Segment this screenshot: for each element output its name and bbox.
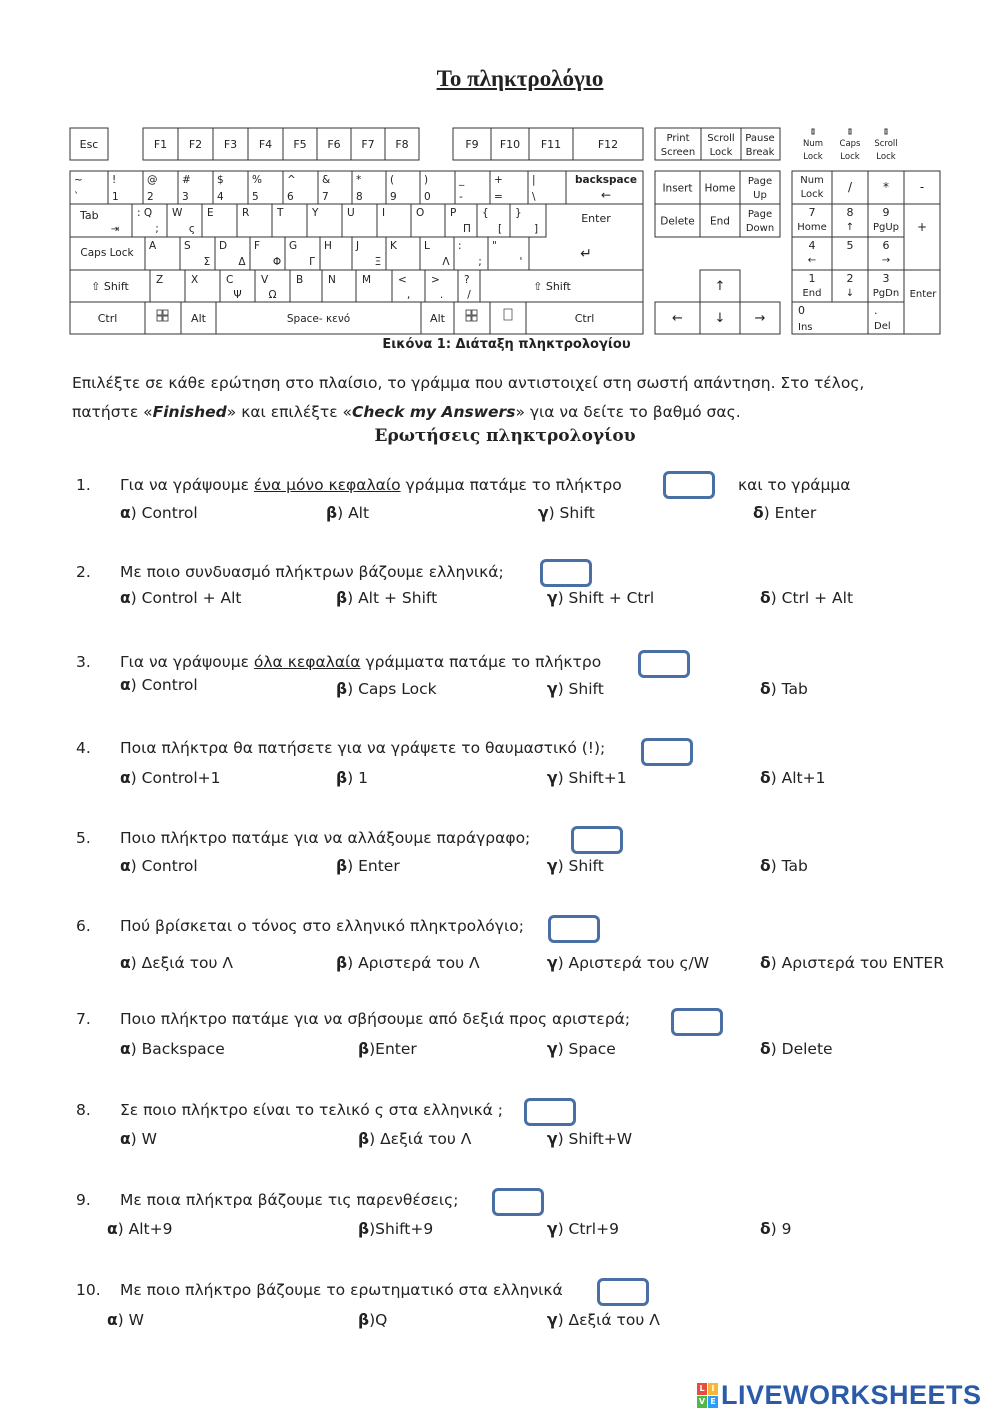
key-np-1-0-top: Num xyxy=(800,175,824,186)
key-nav-1-1-label: End xyxy=(710,215,730,228)
logo-tile-3: V xyxy=(698,1396,706,1406)
key-a-top-4: G xyxy=(289,240,298,252)
key-a-top-9: : xyxy=(458,240,462,252)
key-a-bot-1: Σ xyxy=(203,256,211,268)
key-space-label: Space- κενό xyxy=(286,313,351,325)
answer-box-8[interactable] xyxy=(524,1098,576,1126)
key-a-top-8: L xyxy=(424,240,430,252)
key-num-8-top: * xyxy=(356,174,362,186)
q5-option-c: γ) Shift xyxy=(547,857,604,875)
keyboard-diagram xyxy=(0,0,1000,340)
q4-option-d: δ) Alt+1 xyxy=(760,769,826,787)
key-a-top-3: F xyxy=(254,240,261,252)
key-a-bot-4: Γ xyxy=(309,256,315,268)
key-num-8-bottom: 8 xyxy=(356,191,363,203)
key-enter-arrow: ↵ xyxy=(580,246,592,262)
key-capslock-label: Caps Lock xyxy=(80,247,134,259)
key-q-top-4: T xyxy=(277,207,284,219)
key-z-4 xyxy=(290,270,322,302)
key-q-bot-11: ] xyxy=(533,223,539,235)
q1-option-d: δ) Enter xyxy=(753,504,817,522)
q1-option-c: γ) Shift xyxy=(538,504,595,522)
instructions xyxy=(72,369,952,427)
key-print-label: Print xyxy=(666,133,690,144)
finished-label: Finished xyxy=(152,403,227,421)
key-num-5-bottom: 5 xyxy=(252,191,259,203)
q2-option-b: β) Alt + Shift xyxy=(336,589,438,607)
key-np-plus xyxy=(904,204,940,270)
key-z-top-9: ? xyxy=(464,274,470,286)
key-num-1-bottom: 1 xyxy=(112,191,119,203)
indicator-light-2 xyxy=(885,129,887,134)
liveworksheets-logo xyxy=(697,1380,982,1410)
key-num-0-bottom: ` xyxy=(74,191,80,203)
key-num-9-top: ( xyxy=(390,174,395,186)
key-a-top-7: K xyxy=(390,240,397,252)
key-z-bot-8: . xyxy=(439,289,444,301)
q6-option-c: γ) Αριστερά του ς/W xyxy=(547,954,710,972)
q3-option-c: γ) Shift xyxy=(547,680,604,698)
q9-option-a: α) Alt+9 xyxy=(107,1220,173,1238)
q1-option-b: β) Alt xyxy=(326,504,370,522)
key-a-top-0: A xyxy=(149,240,157,252)
key-q-top-8: O xyxy=(416,207,425,219)
light-label-b-1: Lock xyxy=(840,152,860,162)
key-np-plus-label: + xyxy=(916,220,928,234)
key-q-top-6: U xyxy=(347,207,355,219)
q9-option-c: γ) Ctrl+9 xyxy=(547,1220,619,1238)
key-num-10-top: ) xyxy=(424,174,429,186)
key-a-top-1: S xyxy=(184,240,191,252)
q8-option-a: α) W xyxy=(120,1130,157,1148)
key-z-top-6: M xyxy=(362,274,372,286)
answer-box-7[interactable] xyxy=(671,1008,723,1036)
answer-box-5[interactable] xyxy=(571,826,623,854)
q6-option-b: β) Αριστερά του Λ xyxy=(336,954,480,972)
q7-option-a: α) Backspace xyxy=(120,1040,225,1058)
key-nav-1-2-bot: Down xyxy=(745,223,775,234)
indicator-light-1 xyxy=(849,129,851,134)
q10-option-a: α) W xyxy=(107,1311,144,1329)
key-num-2-top: @ xyxy=(147,174,158,186)
key-num-10-bottom: 0 xyxy=(424,191,431,203)
key-q-bot-0: ; xyxy=(155,223,159,235)
key-a-top-6: J xyxy=(356,240,360,252)
key-q-top-3: R xyxy=(242,207,250,219)
key-q-top-2: E xyxy=(207,207,214,219)
key-np-zero-top: 0 xyxy=(798,304,805,317)
key-a-top-10: " xyxy=(492,240,497,252)
key-q-top-11: } xyxy=(515,207,522,219)
q4-option-b: β) 1 xyxy=(336,769,368,787)
logo-tile-1: L xyxy=(697,1383,707,1395)
key-num-7-bottom: 7 xyxy=(322,191,329,203)
page-title: Το πληκτρολόγιο xyxy=(436,66,604,91)
key-q-top-9: P xyxy=(450,207,457,219)
logo-tile-2: I xyxy=(708,1383,718,1395)
key-np-3-2-top: 6 xyxy=(882,239,890,252)
key-f9-label: F9 xyxy=(465,138,479,151)
q5-option-b: β) Enter xyxy=(336,857,400,875)
key-ctrl-right-label: Ctrl xyxy=(574,312,595,325)
key-np-4-0-top: 1 xyxy=(808,272,816,285)
key-num-12-bottom: = xyxy=(494,191,503,203)
key-z-bot-2: Ψ xyxy=(233,289,242,301)
key-z-bot-9: / xyxy=(467,289,471,301)
key-np-2-1-top: 8 xyxy=(846,206,854,219)
key-pause-label-2: Break xyxy=(745,147,775,158)
key-np-4-1-bot: ↓ xyxy=(845,288,855,299)
key-f2-label: F2 xyxy=(188,138,203,151)
key-tab-arrow: ⇥ xyxy=(110,224,120,235)
figure-caption: Εικόνα 1: Διάταξη πληκτρολογίου xyxy=(382,337,631,352)
key-num-2-bottom: 2 xyxy=(147,191,154,203)
q4-option-c: γ) Shift+1 xyxy=(547,769,627,787)
key-nav-1-0-label: Delete xyxy=(660,215,695,228)
key-num-6-bottom: 6 xyxy=(287,191,294,203)
key-ctrl-left-label: Ctrl xyxy=(97,312,118,325)
key-a-bot-8: Λ xyxy=(442,256,450,268)
q5-option-d: δ) Tab xyxy=(760,857,808,875)
key-np-dot-bot: Del xyxy=(874,321,891,332)
key-num-4-top: $ xyxy=(217,174,224,186)
key-num-13-bottom: \ xyxy=(532,191,536,203)
key-esc-label: Esc xyxy=(79,138,99,151)
logo-text: LIVEWORKSHEETS xyxy=(721,1379,982,1410)
logo-tiles xyxy=(697,1383,718,1408)
key-f11-label: F11 xyxy=(540,138,562,151)
key-shift-left-label: ⇧ Shift xyxy=(91,280,129,293)
key-np-4-0-bot: End xyxy=(802,288,822,299)
key-z-top-3: V xyxy=(261,274,269,286)
key-num-3-bottom: 3 xyxy=(182,191,189,203)
key-f10-label: F10 xyxy=(499,138,521,151)
key-scroll-label: Scroll xyxy=(707,133,735,144)
key-np-1-0-bot: Lock xyxy=(800,189,824,200)
key-backspace-label: backspace xyxy=(574,174,638,186)
key-z-top-7: < xyxy=(398,274,407,286)
key-num-0-top: ~ xyxy=(74,174,83,186)
q3-option-b: β) Caps Lock xyxy=(336,680,437,698)
answer-box-4[interactable] xyxy=(641,738,693,766)
key-a-bot-2: Δ xyxy=(238,256,246,268)
key-np-zero-bot: Ins xyxy=(798,322,813,333)
key-a-bot-6: Ξ xyxy=(374,256,382,268)
key-np-4-2-top: 3 xyxy=(882,272,890,285)
key-num-11-bottom: - xyxy=(459,191,463,203)
key-np-1-2-label: * xyxy=(883,180,889,194)
key-f6-label: F6 xyxy=(327,138,341,151)
key-arrow-up-label: ↑ xyxy=(714,279,726,294)
key-num-3-top: # xyxy=(182,174,191,186)
key-f1-label: F1 xyxy=(153,138,168,151)
q1-option-a: α) Control xyxy=(120,504,198,522)
key-f12-label: F12 xyxy=(597,138,619,151)
key-alt-left-label: Alt xyxy=(191,312,206,325)
key-np-2-2-bot: PgUp xyxy=(872,222,900,233)
key-nav-0-1-label: Home xyxy=(704,182,736,195)
key-pause-label: Pause xyxy=(745,133,775,144)
key-q-top-1: W xyxy=(172,207,183,219)
key-z-bot-7: , xyxy=(406,289,411,301)
key-num-4-bottom: 4 xyxy=(217,191,224,203)
q7-option-b: β)Enter xyxy=(358,1040,417,1058)
key-nav-0-2-top: Page xyxy=(747,176,773,187)
light-label-b-2: Lock xyxy=(876,152,896,162)
key-np-2-2-top: 9 xyxy=(882,206,890,219)
key-num-11-top: _ xyxy=(459,174,465,186)
key-a-top-2: D xyxy=(219,240,228,252)
instructions-line-1: Επιλέξτε σε κάθε ερώτηση στο πλαίσιο, το γράμμα που αντιστοιχεί στη σωστή απάντηση. Στο τέλος, xyxy=(72,374,865,392)
answer-box-9[interactable] xyxy=(492,1188,544,1216)
key-np-dot-top: . xyxy=(874,304,878,317)
key-z-top-4: B xyxy=(296,274,304,286)
key-num-6-top: ^ xyxy=(287,174,296,186)
q10-option-c: γ) Δεξιά του Λ xyxy=(547,1311,660,1329)
key-nav-1-2-top: Page xyxy=(747,209,773,220)
key-np-2-0-top: 7 xyxy=(808,206,816,219)
key-np-3-0-bot: ← xyxy=(807,255,817,266)
key-q-bot-1: ς xyxy=(188,223,196,235)
key-print-label-2: Screen xyxy=(660,147,696,158)
answer-box-1[interactable] xyxy=(663,471,715,499)
key-a-bot-3: Φ xyxy=(272,256,282,268)
key-arrow-right-label: → xyxy=(754,311,766,326)
key-np-3-0-top: 4 xyxy=(808,239,816,252)
key-num-13-top: | xyxy=(532,174,536,186)
key-f7-label: F7 xyxy=(361,138,375,151)
q2-option-a: α) Control + Alt xyxy=(120,589,242,607)
key-shift-right-label: ⇧ Shift xyxy=(533,280,571,293)
key-f5-label: F5 xyxy=(293,138,307,151)
key-backspace-arrow: ← xyxy=(600,188,612,202)
instructions-line-2: πατήστε «Finished» και επιλέξτε «Check my Answers» για να δείτε το βαθμό σας. xyxy=(72,403,741,421)
key-arrow-left-label: ← xyxy=(672,311,683,326)
key-np-2-0-bot: Home xyxy=(797,222,827,233)
key-z-top-2: C xyxy=(226,274,234,286)
key-np-4-1-top: 2 xyxy=(846,272,854,285)
key-q-bot-9: Π xyxy=(463,223,471,235)
key-scroll-label-2: Lock xyxy=(709,147,733,158)
key-z-top-5: N xyxy=(328,274,336,286)
indicator-light-0 xyxy=(812,129,814,134)
answer-box-2[interactable] xyxy=(540,559,592,587)
key-np-1-1-label: / xyxy=(847,180,853,194)
q3-option-d: δ) Tab xyxy=(760,680,808,698)
key-q-top-0: : Q xyxy=(137,207,153,219)
key-np-3-2-bot: → xyxy=(881,255,891,266)
q9-option-d: δ) 9 xyxy=(760,1220,792,1238)
q3-option-a: α) Control xyxy=(120,676,198,694)
check-answers-label: Check my Answers xyxy=(352,403,516,421)
key-enter-label: Enter xyxy=(581,212,611,225)
key-a-top-5: H xyxy=(324,240,332,252)
key-a-bot-10: ' xyxy=(519,256,523,268)
q8-option-b: β) Δεξιά του Λ xyxy=(358,1130,472,1148)
q5-option-a: α) Control xyxy=(120,857,198,875)
key-z-top-0: Z xyxy=(156,274,164,286)
answer-box-6[interactable] xyxy=(548,915,600,943)
key-f8-label: F8 xyxy=(395,138,409,151)
q4-option-a: α) Control+1 xyxy=(120,769,221,787)
key-q-top-10: { xyxy=(482,207,489,219)
q9-option-b: β)Shift+9 xyxy=(358,1220,434,1238)
key-np-2-1-bot: ↑ xyxy=(845,222,855,233)
key-np-enter xyxy=(904,270,940,334)
key-tab-label: Tab xyxy=(80,209,99,222)
answer-box-10[interactable] xyxy=(597,1278,649,1306)
questions-title: Ερωτήσεις πληκτρολογίου xyxy=(374,426,636,446)
key-num-5-top: % xyxy=(252,174,262,186)
light-label-0: Num xyxy=(802,139,824,149)
logo-tile-4: E xyxy=(708,1396,718,1408)
key-z-top-1: X xyxy=(191,274,199,286)
key-a-bot-9: ; xyxy=(478,256,482,268)
key-np-4-2-bot: PgDn xyxy=(872,288,900,299)
key-f4-label: F4 xyxy=(258,138,273,151)
key-arrow-down-label: ↓ xyxy=(714,311,726,326)
key-f3-label: F3 xyxy=(223,138,238,151)
q8-option-c: γ) Shift+W xyxy=(547,1130,633,1148)
light-label-b-0: Lock xyxy=(803,152,823,162)
key-nav-0-0-label: Insert xyxy=(662,182,693,195)
key-alt-right-label: Alt xyxy=(430,312,445,325)
key-nav-0-2-bot: Up xyxy=(753,190,767,201)
q6-option-d: δ) Αριστερά του ENTER xyxy=(760,954,944,972)
answer-box-3[interactable] xyxy=(638,650,690,678)
key-num-9-bottom: 9 xyxy=(390,191,397,203)
light-label-2: Scroll xyxy=(874,139,898,149)
q2-option-c: γ) Shift + Ctrl xyxy=(547,589,655,607)
key-q-top-5: Y xyxy=(312,207,319,219)
key-q-top-7: I xyxy=(382,207,386,219)
key-np-1-3-label: - xyxy=(919,180,925,194)
light-label-1: Caps xyxy=(839,139,861,149)
key-menu xyxy=(490,302,526,334)
q10-option-b: β)Q xyxy=(358,1311,388,1329)
key-np-3-1-top: 5 xyxy=(846,239,854,252)
q2-option-d: δ) Ctrl + Alt xyxy=(760,589,854,607)
key-z-top-8: > xyxy=(431,274,440,286)
key-np-enter-label: Enter xyxy=(909,289,937,300)
key-q-bot-10: [ xyxy=(497,223,503,235)
key-num-1-top: ! xyxy=(112,174,117,186)
key-z-bot-3: Ω xyxy=(268,289,277,301)
key-num-12-top: + xyxy=(494,174,503,186)
key-num-7-top: & xyxy=(322,174,331,186)
q6-option-a: α) Δεξιά του Λ xyxy=(120,954,233,972)
q7-option-d: δ) Delete xyxy=(760,1040,833,1058)
q7-option-c: γ) Space xyxy=(547,1040,616,1058)
